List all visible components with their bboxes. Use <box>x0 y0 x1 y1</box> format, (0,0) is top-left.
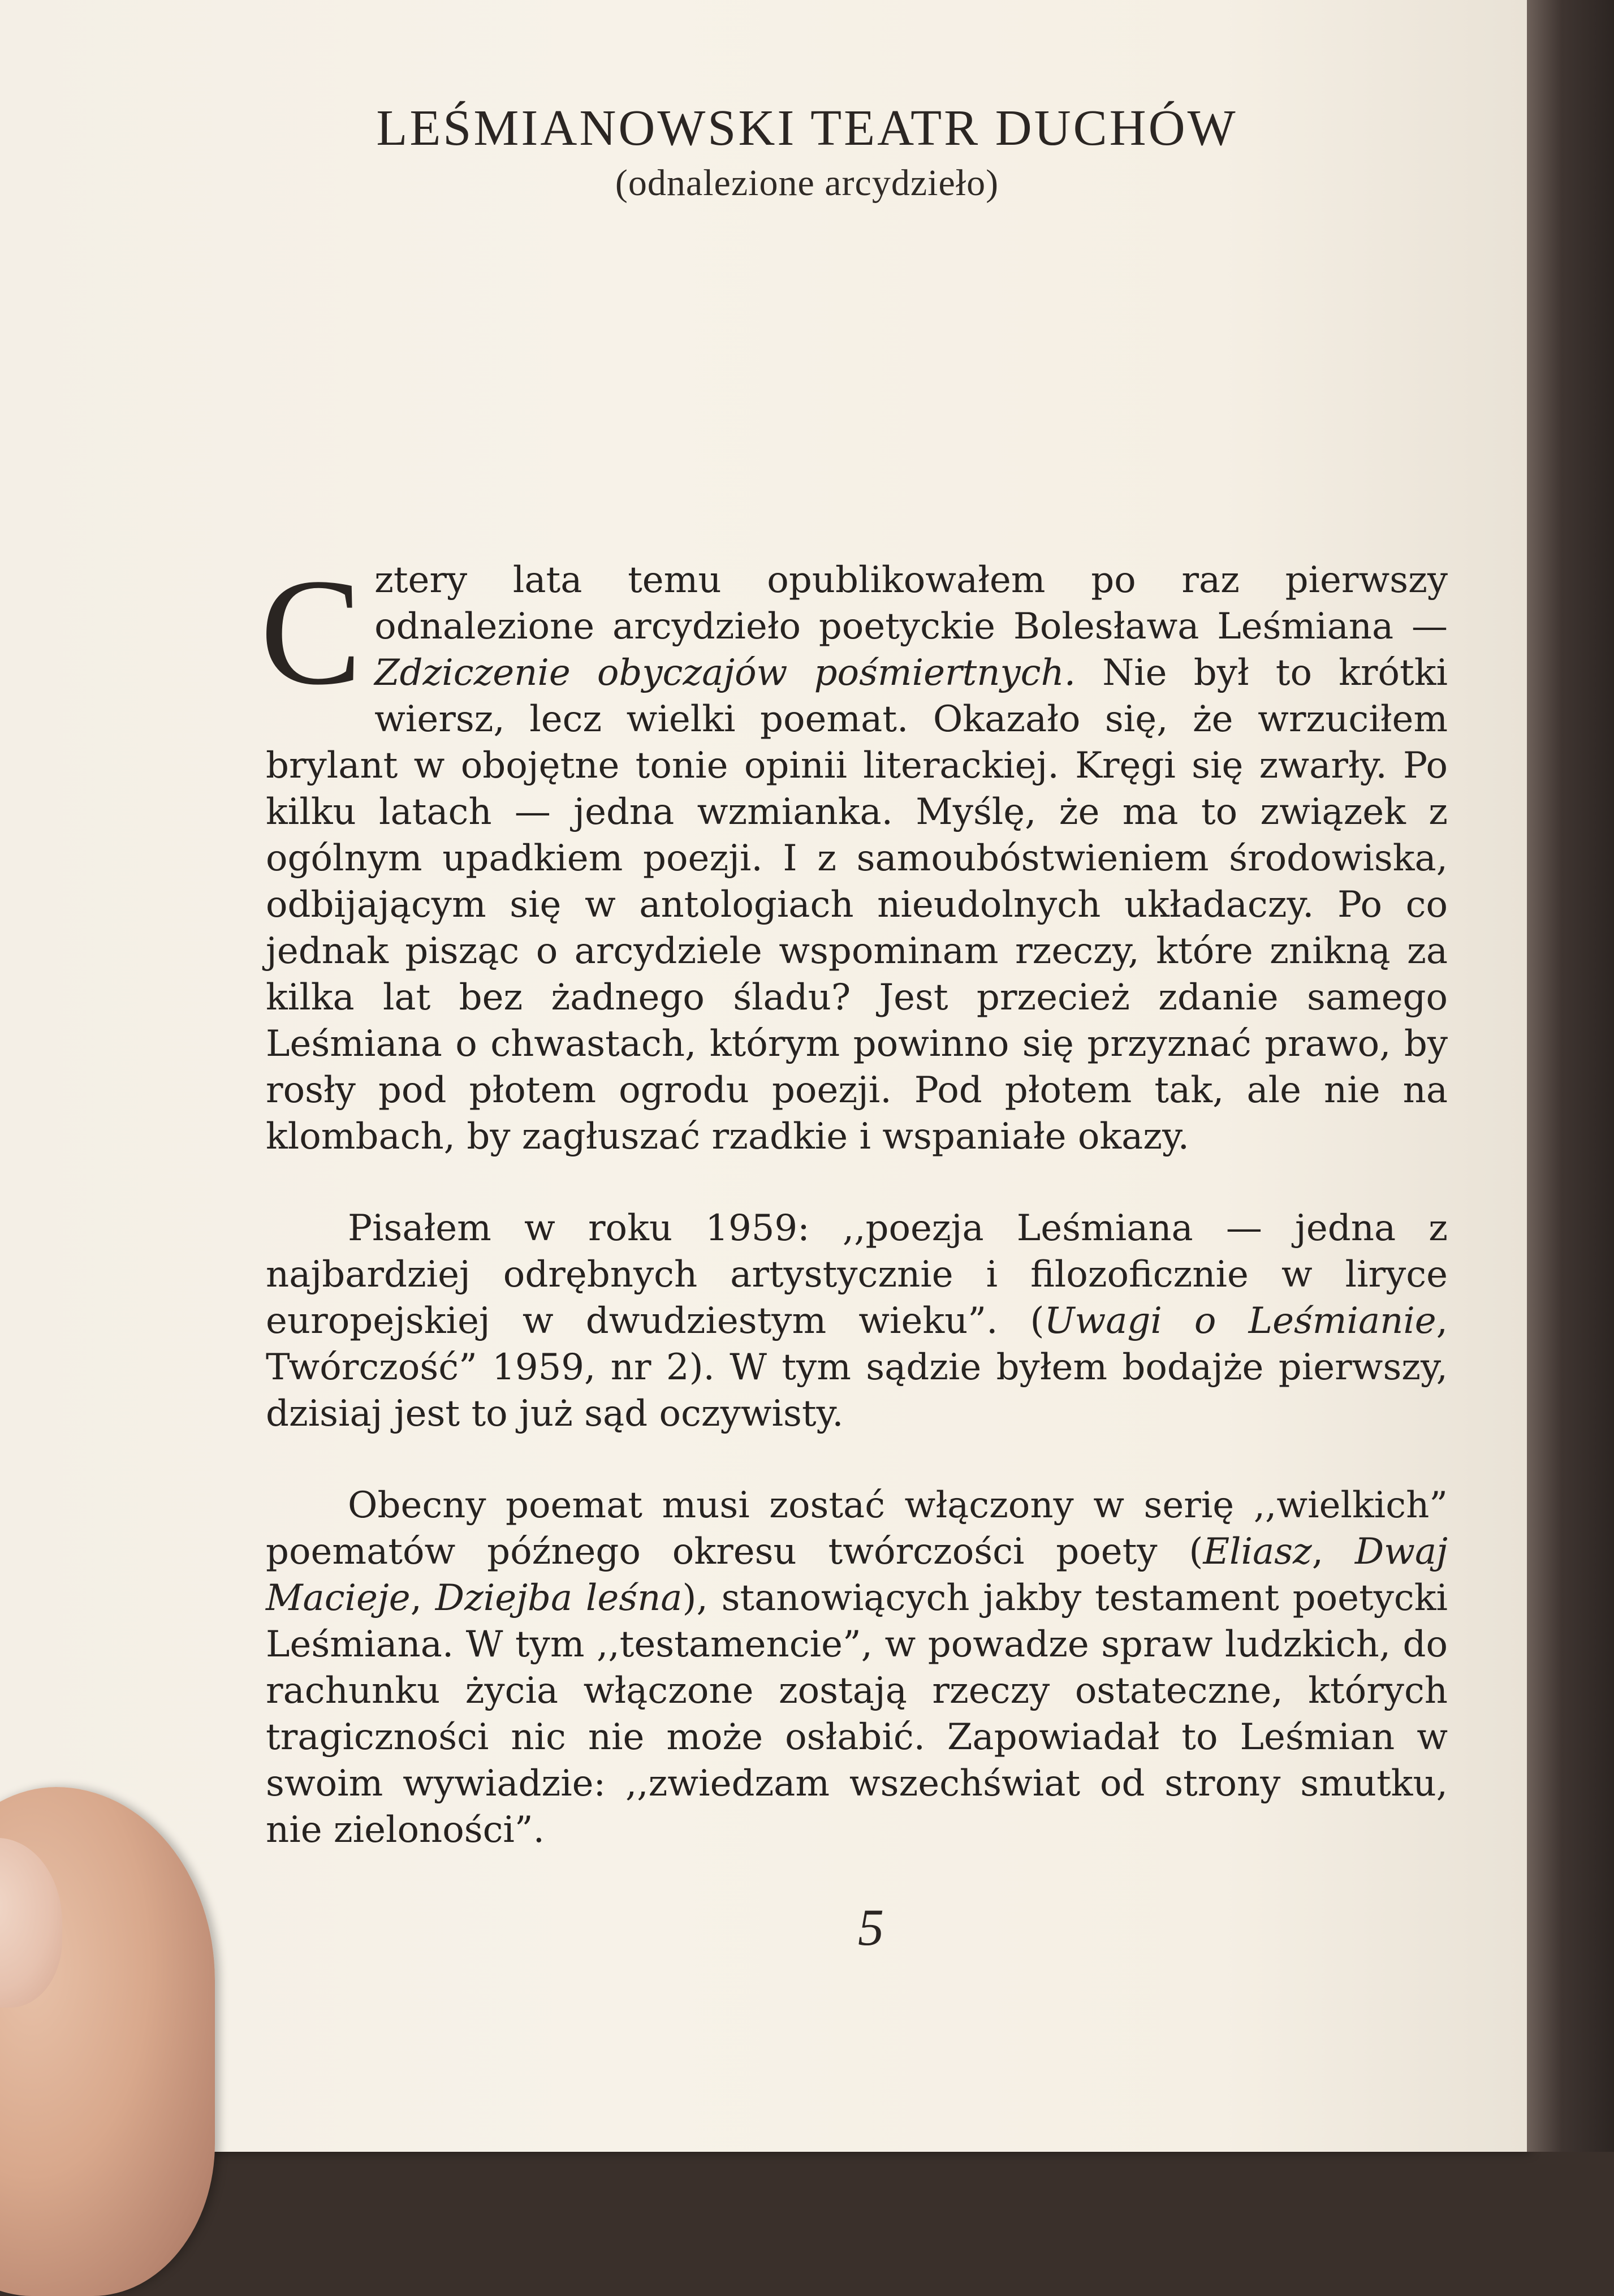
paragraph-2 <box>266 1205 1448 1437</box>
thumb-holding-page <box>0 1787 215 2296</box>
paragraph-1 <box>260 547 1448 1160</box>
italic-poem-eliasz: Eliasz <box>1203 1531 1312 1573</box>
paragraph-3 <box>266 1482 1448 1853</box>
paragraph-1-lead: ztery lata temu opublikowałem po raz pierwszy odnalezione arcydzieło poetyckie Bolesława Leśmiana — <box>374 559 1448 648</box>
paragraph-2-lead: Pisałem w roku 1959: ,,poezja Leśmiana — jedna z najbardziej odrębnych artystycznie i filozoficznie w liryce europejskiej w dwudziestym wieku”. ( <box>266 1207 1448 1342</box>
italic-article-title: Uwagi o Leśmianie <box>1044 1300 1436 1342</box>
separator-1: , <box>1311 1531 1355 1573</box>
paragraph-2-rest: , Twórczość” 1959, nr 2). W tym sądzie byłem bodajże pierwszy, dzisiaj jest to już sąd oczywisty. <box>266 1300 1448 1435</box>
thumbnail-highlight <box>0 1838 62 2008</box>
drop-cap: C <box>260 547 362 717</box>
separator-2: , <box>410 1577 435 1619</box>
paragraph-1-rest: Nie był to krótki wiersz, lecz wielki poemat. Okazało się, że wrzuciłem brylant w obojętne tonie opinii literackiej. Kręgi się zwarły. Po kilku latach — jedna wzmianka. Myślę, że ma to związek z ogólnym upadkiem poezji. I z samoubóstwieniem środowiska, odbijającym się w antologiach nieudolnych układaczy. Po co jednak pisząc o arcydziele wspominam rzeczy, które znikną za kilka lat bez żadnego śladu? Jest przecież zdanie samego Leśmiana o chwastach, którym powinno się przyznać prawo, by rosły pod płotem ogrodu poezji. Pod płotem tak, ale nie na klombach, by zagłuszać rzadkie i wspaniałe okazy. <box>266 652 1448 1158</box>
page-edge-shadow <box>1527 0 1614 2152</box>
chapter-header <box>0 99 1614 205</box>
paragraph-3-rest: ), stanowiących jakby testament poetycki Leśmiana. W tym ,,testamencie”, w powadze spraw ludzkich, do rachunku życia włączone zostają rzeczy ostateczne, których tragiczności nic nie może osłabić. Zapowiadał to Leśmian w swoim wywiadzie: ,,zwiedzam wszechświat od strony smutku, nie zieloności”. <box>266 1577 1448 1851</box>
chapter-title: LEŚMIANOWSKI TEATR DUCHÓW <box>376 100 1238 156</box>
body-text <box>260 547 1448 1853</box>
italic-poem-dwaj-macieje: Dwaj Macieje <box>266 1531 1448 1619</box>
italic-poem-title: Zdziczenie obyczajów pośmiertnych. <box>374 652 1076 694</box>
page-number: 5 <box>858 1898 884 1956</box>
paragraph-3-lead: Obecny poemat musi zostać włączony w serię ,,wielkich” poematów późnego okresu twórczości poety ( <box>266 1484 1448 1573</box>
italic-poem-dziejba-lesna: Dziejba leśna <box>435 1577 683 1619</box>
chapter-subtitle: (odnalezione arcydzieło) <box>615 162 999 204</box>
